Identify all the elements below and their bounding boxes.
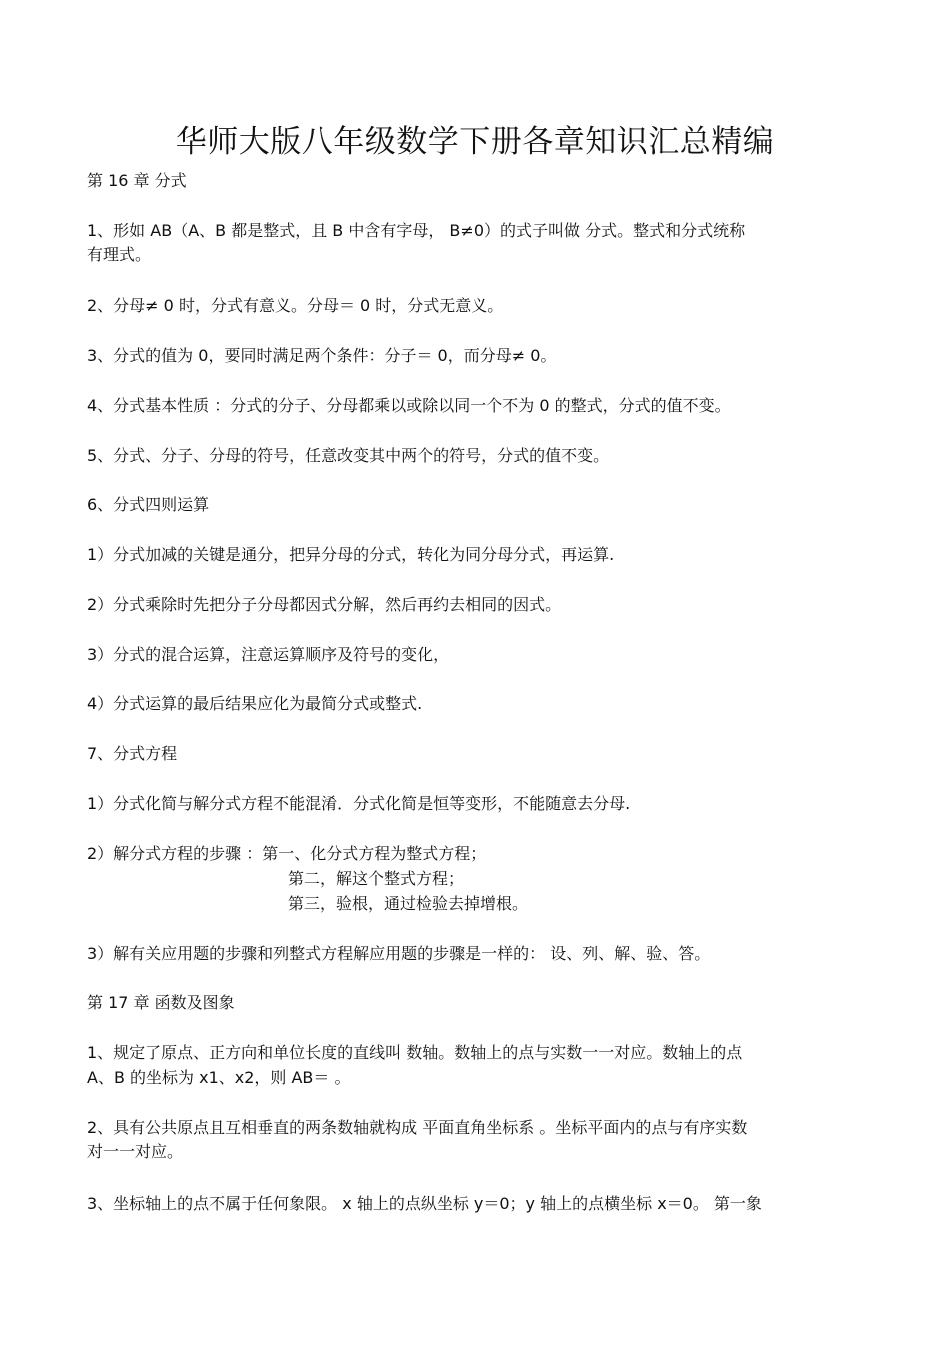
paragraph-16-7-item-3: 3）解有关应用题的步骤和列整式方程解应用题的步骤是一样的： 设、列、解、验、答。 — [87, 944, 711, 963]
paragraph-16-4: 4、分式基本性质 ：分式的分子、分母都乘以或除以同一个不为 0 的整式，分式的值不变。 — [87, 396, 731, 415]
paragraph-16-6-item-2: 2）分式乘除时先把分子分母都因式分解，然后再约去相同的因式。 — [87, 595, 562, 614]
paragraph-17-2-line-2: 对一一对应。 — [87, 1142, 184, 1161]
paragraph-16-6-item-3: 3）分式的混合运算，注意运算顺序及符号的变化， — [87, 645, 450, 664]
paragraph-17-3-line-1: 3、坐标轴上的点不属于任何象限。 x 轴上的点纵坐标 y＝0；y 轴上的点横坐标 x＝0。 第一象 — [87, 1194, 762, 1213]
paragraph-17-2-line-1: 2、具有公共原点且互相垂直的两条数轴就构成 平面直角坐标系 。坐标平面内的点与有序实数 — [87, 1118, 748, 1137]
paragraph-16-7-item-2-line-3: 第三，验根，通过检验去掉增根。 — [288, 894, 529, 913]
chapter-16-heading: 第 16 章 分式 — [87, 171, 187, 190]
paragraph-16-7-item-2-line-1: 2）解分式方程的步骤 ：第一、化分式方程为整式方程； — [87, 844, 487, 863]
paragraph-16-5: 5、分式、分子、分母的符号，任意改变其中两个的符号，分式的值不变。 — [87, 446, 610, 465]
paragraph-17-1-line-2: A、B 的坐标为 x1、x2，则 AB＝ 。 — [87, 1068, 351, 1087]
paragraph-16-7-item-2-line-2: 第二，解这个整式方程； — [288, 869, 465, 888]
paragraph-16-6: 6、分式四则运算 — [87, 495, 210, 514]
paragraph-16-1-line-1: 1、形如 AB（A、B 都是整式，且 B 中含有字母， B≠0）的式子叫做 分式。整式和分式统称 — [87, 221, 746, 240]
paragraph-16-1-line-2: 有理式。 — [87, 245, 152, 264]
paragraph-16-6-item-1: 1）分式加减的关键是通分，把异分母的分式，转化为同分母分式，再运算. — [87, 545, 615, 564]
paragraph-16-6-item-4: 4）分式运算的最后结果应化为最简分式或整式. — [87, 694, 423, 713]
chapter-17-heading: 第 17 章 函数及图象 — [87, 993, 235, 1012]
paragraph-16-7-item-1: 1）分式化简与解分式方程不能混淆．分式化简是恒等变形，不能随意去分母. — [87, 794, 631, 813]
paragraph-16-7: 7、分式方程 — [87, 744, 178, 763]
document-title: 华师大版八年级数学下册各章知识汇总精编 — [175, 124, 775, 160]
paragraph-16-3: 3、分式的值为 0，要同时满足两个条件：分子＝ 0，而分母≠ 0。 — [87, 346, 557, 365]
paragraph-17-1-line-1: 1、规定了原点、正方向和单位长度的直线叫 数轴。数轴上的点与实数一一对应。数轴上的点 — [87, 1043, 743, 1062]
paragraph-16-2: 2、分母≠ 0 时，分式有意义。分母＝ 0 时，分式无意义。 — [87, 296, 504, 315]
